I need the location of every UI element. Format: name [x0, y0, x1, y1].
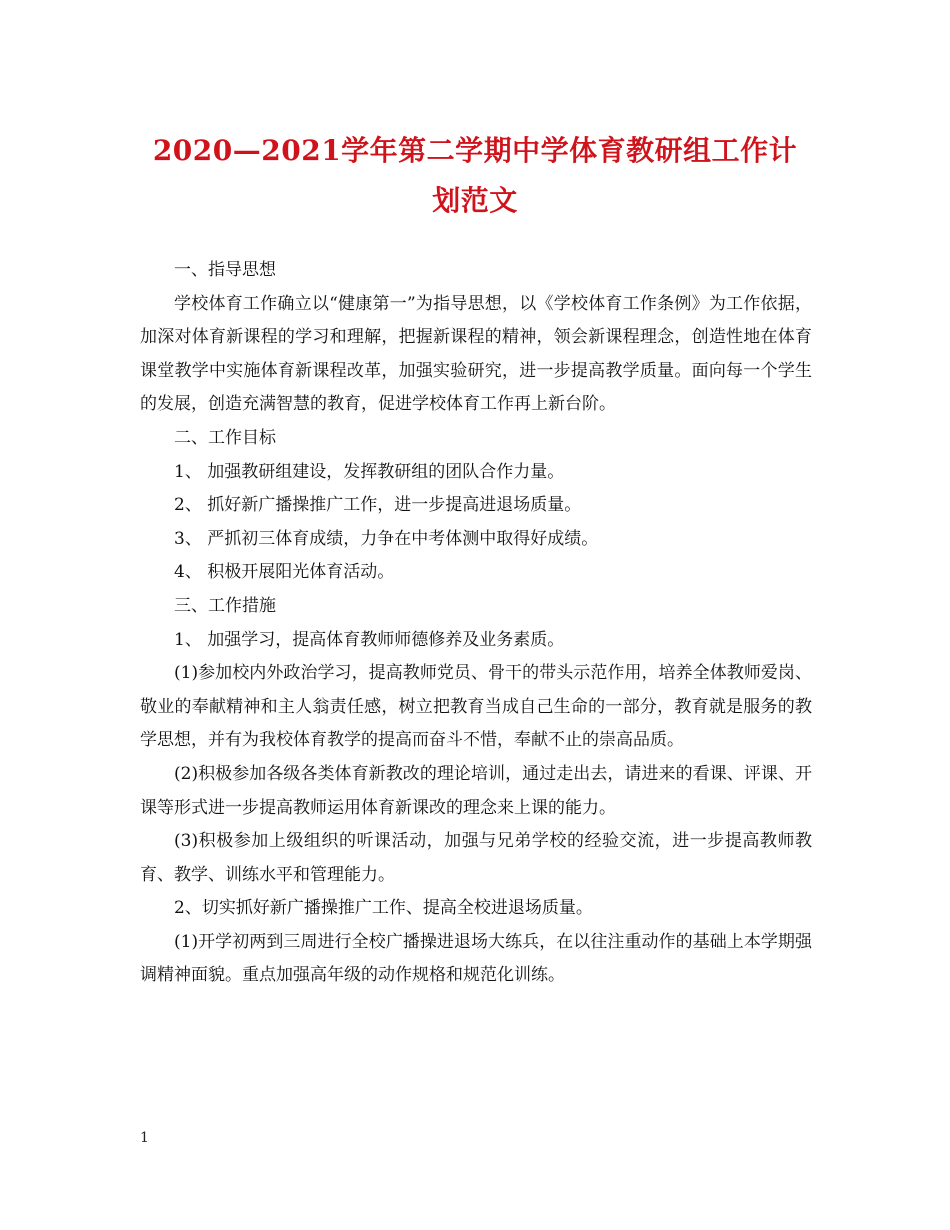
list-item: 1、 加强学习，提高体育教师师德修养及业务素质。	[174, 629, 565, 650]
body-paragraph: (3)积极参加上级组织的听课活动，加强与兄弟学校的经验交流，进一步提高教师教育、教学、训练水平和管理能力。	[140, 831, 812, 885]
body-paragraph: (1)参加校内外政治学习，提高教师党员、骨干的带头示范作用，培养全体教师爱岗、敬业的奉献精神和主人翁责任感，树立把教育当成自己生命的一部分，教育就是服务的教学思想，并有为我校体育教学的提高而奋斗不惜，奉献不止的崇高品质。	[140, 663, 812, 751]
section-heading: 二、工作目标	[174, 427, 276, 448]
section-heading: 一、指导思想	[174, 260, 276, 280]
section-heading: 三、工作措施	[174, 595, 276, 616]
body-paragraph: 学校体育工作确立以“健康第一”为指导思想，以《学校体育工作条例》为工作依据，加深对体育新课程的学习和理解，把握新课程的精神，领会新课程理念，创造性地在体育课堂教学中实施体育新课程改革，加强实验研究，进一步提高教学质量。面向每一个学生的发展，创造充满智慧的教育，促进学校体育工作再上新台阶。	[140, 293, 812, 415]
list-item: 1、 加强教研组建设，发挥教研组的团队合作力量。	[174, 461, 565, 482]
list-item: 3、 严抓初三体育成绩，力争在中考体测中取得好成绩。	[174, 528, 599, 549]
list-item: 2、切实抓好新广播操推广工作、提高全校进退场质量。	[174, 898, 593, 919]
list-item: 2、 抓好新广播操推广工作，进一步提高进退场质量。	[174, 495, 582, 516]
page-number: 1	[140, 1130, 149, 1146]
body-paragraph: (1)开学初两到三周进行全校广播操进退场大练兵，在以往注重动作的基础上本学期强调精神面貌。重点加强高年级的动作规格和规范化训练。	[140, 931, 812, 986]
document-body	[140, 254, 812, 993]
list-item: 4、 积极开展阳光体育活动。	[174, 562, 395, 583]
document-title: 2020—2021学年第二学期中学体育教研组工作计划范文	[152, 134, 798, 217]
body-paragraph: (2)积极参加各级各类体育新教改的理论培训，通过走出去，请进来的看课、评课、开课等形式进一步提高教师运用体育新课改的理念来上课的能力。	[140, 763, 812, 818]
